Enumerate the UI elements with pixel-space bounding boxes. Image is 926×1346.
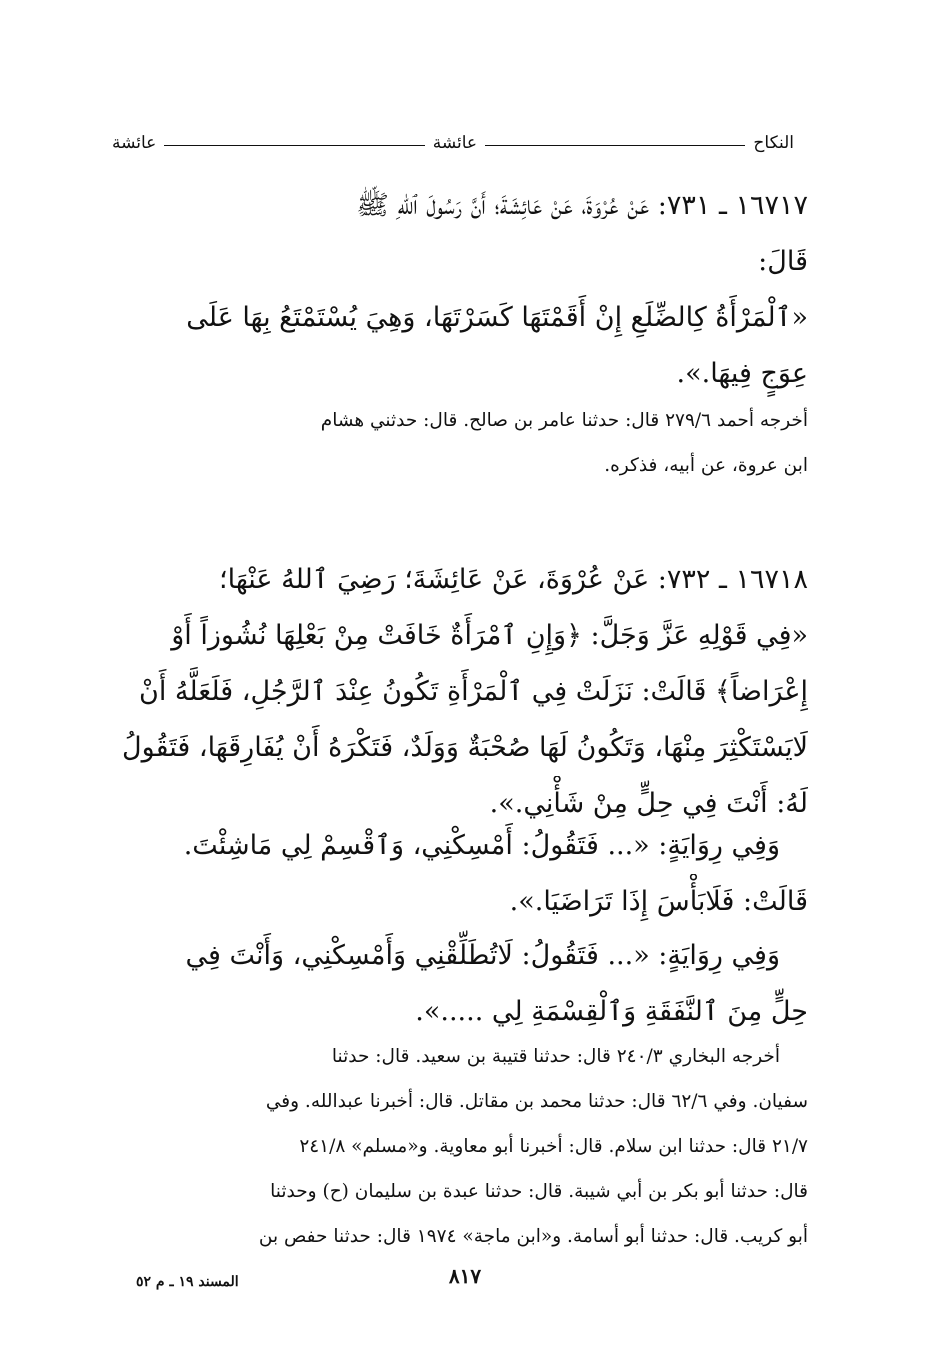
hadith-16718 xyxy=(118,552,808,832)
text-line: وَفِي رِوَايَةٍ: «... فَتَقُولُ: أَمْسِكْنِي، وَٱقْسِمْ لِي مَاشِئْتَ. xyxy=(183,830,780,861)
takhrij-note-16717 xyxy=(118,398,808,488)
text-line: ١٦٧١٧ ـ ٧٣١: عَنْ عُرْوَةَ، عَنْ عَائِشَةَ؛ أَنَّ رَسُولَ ٱللهِ ﷺ xyxy=(356,190,808,221)
text-line: لَايَسْتَكْثِرَ مِنْهَا، وَتَكُونُ لَهَا صُحْبَةٌ وَوَلَدٌ، فَتَكْرَهُ أَنْ يُفَارِقَهَا، فَتَقُولُ xyxy=(122,732,808,763)
text-line: قَالَتْ: فَلَابَأْسَ إِذَا تَرَاضَيَا.». xyxy=(509,886,808,917)
text-line: حِلٍّ مِنَ ٱلنَّفَقَةِ وَٱلْقِسْمَةِ لِي .....». xyxy=(415,996,808,1027)
note-line: سفيان. وفي ٦٢/٦ قال: حدثنا محمد بن مقاتل. قال: أخبرنا عبدالله. وفي xyxy=(265,1091,808,1112)
text-line: لَهُ: أَنْتَ فِي حِلٍّ مِنْ شَأْنِي.». xyxy=(489,788,808,819)
riwaya-1 xyxy=(118,818,808,930)
note-line: أبو كريب. قال: حدثنا أبو أسامة. و«ابن ماجة» ١٩٧٤ قال: حدثنا حفص بن xyxy=(258,1226,808,1247)
note-line: ٢١/٧ قال: حدثنا ابن سلام. قال: أخبرنا أبو معاوية. و«مسلم» ٢٤١/٨ xyxy=(299,1136,808,1157)
text-line: قَالَ: xyxy=(758,246,808,277)
page-number: ٨١٧ xyxy=(448,1264,482,1288)
text-line: «ٱلْمَرْأَةُ كِالضِّلَعِ إِنْ أَقَمْتَهَا كَسَرْتَهَا، وَهِيَ يُسْتَمْتَعُ بِهَا عَلَى xyxy=(186,302,808,333)
riwaya-2 xyxy=(118,928,808,1040)
note-line: قال: حدثنا أبو بكر بن أبي شيبة. قال: حدثنا عبدة بن سليمان (ح) وحدثنا xyxy=(270,1181,808,1202)
hadith-16717 xyxy=(118,178,808,402)
takhrij-note-16718 xyxy=(118,1034,808,1259)
note-line: أخرجه أحمد ٢٧٩/٦ قال: حدثنا عامر بن صالح. قال: حدثني هشام xyxy=(320,410,808,431)
text-line: «فِي قَوْلِهِ عَزَّ وَجَلَّ: ﴿وَإِنِ ٱمْرَأَةٌ خَافَتْ مِنْ بَعْلِهَا نُشُوزاً أَوْ xyxy=(171,620,808,651)
text-line: عِوَجٍ فِيهَا.». xyxy=(676,358,808,389)
note-line: أخرجه البخاري ٢٤٠/٣ قال: حدثنا قتيبة بن سعيد. قال: حدثنا xyxy=(331,1046,780,1067)
header-rule-right xyxy=(485,145,745,146)
header-narrator: عائشة xyxy=(111,133,157,153)
text-line: وَفِي رِوَايَةٍ: «... فَتَقُولُ: لَاتُطَلِّقْنِي وَأَمْسِكْنِي، وَأَنْتَ فِي xyxy=(185,940,780,971)
note-line: ابن عروة، عن أبيه، فذكره. xyxy=(604,455,808,476)
running-header xyxy=(112,128,794,158)
header-chapter: النكاح xyxy=(753,133,794,153)
text-line: إِعْرَاضاً﴾ قَالَتْ: نَزَلَتْ فِي ٱلْمَرْأَةِ تَكُونُ عِنْدَ ٱلرَّجُلِ، فَلَعَلَّهُ أَنْ xyxy=(138,676,808,707)
header-rule-left xyxy=(164,145,424,146)
printer-signature: المسند ١٩ ـ م ٥٢ xyxy=(136,1274,239,1290)
page-footer xyxy=(120,1262,810,1302)
text-line: ١٦٧١٨ ـ ٧٣٢: عَنْ عُرْوَةَ، عَنْ عَائِشَةَ؛ رَضِيَ ٱللهُ عَنْهَا؛ xyxy=(219,564,808,595)
header-center: عائشة xyxy=(432,133,478,153)
